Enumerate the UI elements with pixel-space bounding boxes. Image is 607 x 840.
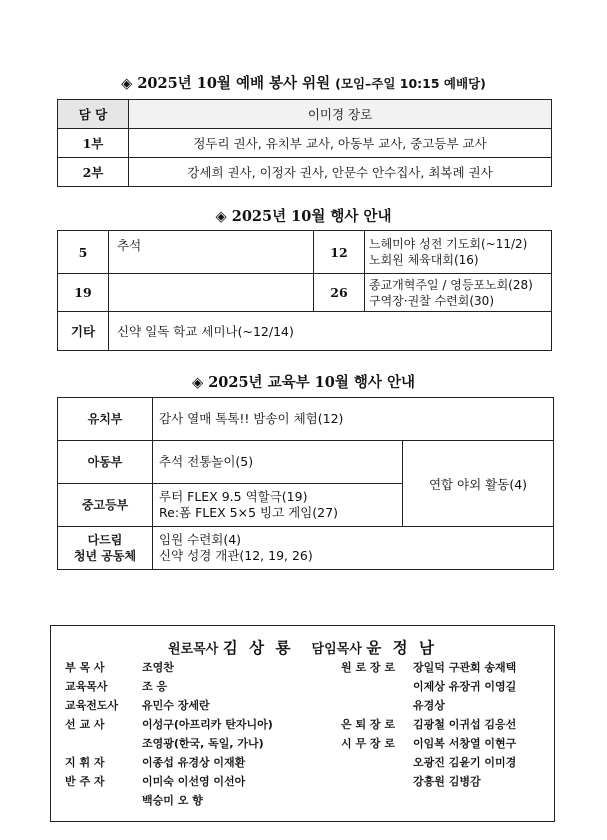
education-text: 감사 열매 톡톡!! 밤송이 체험(12) xyxy=(153,398,554,441)
table-row xyxy=(58,398,554,441)
staff-role: 교육전도사 xyxy=(65,699,119,712)
table-row xyxy=(58,100,552,129)
worship-table xyxy=(57,99,552,187)
education-text xyxy=(153,527,554,570)
staff-heading xyxy=(51,636,554,658)
staff-role: 지 휘 자 xyxy=(65,756,105,769)
staff-names: 조 응 xyxy=(142,680,168,693)
worship-row-label: 1부 xyxy=(58,129,129,158)
staff-role: 선 교 사 xyxy=(65,718,105,731)
worship-row-value: 강세희 권사, 이정자 권사, 안문수 안수집사, 최복례 권사 xyxy=(129,158,552,187)
table-row xyxy=(58,274,552,312)
education-text xyxy=(153,484,403,527)
event-text xyxy=(365,274,552,312)
staff-names: 유민수 장세란 xyxy=(142,699,210,712)
education-dept xyxy=(58,527,153,570)
staff-names: 이성구(아프리카 탄자니아) xyxy=(142,718,273,731)
education-line: 신약 성경 개관(12, 19, 26) xyxy=(159,548,313,563)
event-line: 종교개혁주일 / 영등포노회(28) xyxy=(369,277,533,292)
staff-role: 원 로 장 로 xyxy=(341,661,395,674)
senior-pastor-name: 김 상 룡 xyxy=(222,639,294,657)
education-line: 임원 수련회(4) xyxy=(159,532,242,547)
education-line: Re:폼 FLEX 5×5 빙고 게임(27) xyxy=(159,505,338,520)
staff-names: 유경상 xyxy=(413,699,445,712)
education-dept: 아동부 xyxy=(58,441,153,484)
event-day: 26 xyxy=(314,274,365,312)
education-dept: 중고등부 xyxy=(58,484,153,527)
staff-names: 장일덕 구관회 송재택 xyxy=(413,661,517,674)
education-title: ◈ 2025년 교육부 10월 행사 안내 xyxy=(192,374,415,391)
head-pastor-name: 윤 정 남 xyxy=(366,639,438,657)
staff-role: 시 무 장 로 xyxy=(341,737,395,750)
table-row xyxy=(58,441,554,484)
staff-names: 이제상 유장귀 이영길 xyxy=(413,680,517,693)
senior-pastor-label: 원로목사 xyxy=(167,642,219,657)
events-table xyxy=(57,230,552,351)
events-title: ◈ 2025년 10월 행사 안내 xyxy=(215,208,392,225)
staff-names: 백승미 오 향 xyxy=(142,794,203,807)
staff-box xyxy=(50,625,555,822)
table-row xyxy=(58,527,554,570)
table-row xyxy=(58,129,552,158)
table-row xyxy=(58,231,552,274)
worship-title xyxy=(0,72,607,93)
staff-names: 이임복 서창열 이현구 xyxy=(413,737,517,750)
event-day: 19 xyxy=(58,274,109,312)
education-dept: 유치부 xyxy=(58,398,153,441)
worship-row-value: 정두리 권사, 유치부 교사, 아동부 교사, 중고등부 교사 xyxy=(129,129,552,158)
staff-names: 오광진 김윤기 이미경 xyxy=(413,756,517,769)
event-line: 구역장·권찰 수련회(30) xyxy=(369,293,494,308)
education-line: 루터 FLEX 9.5 역할극(19) xyxy=(159,489,308,504)
worship-row-label: 2부 xyxy=(58,158,129,187)
education-dept-line: 다드림 xyxy=(87,533,123,547)
staff-role: 부 목 사 xyxy=(65,661,105,674)
worship-header-value: 이미경 장로 xyxy=(129,100,552,129)
event-line: 느헤미야 성전 기도회(~11/2) xyxy=(369,237,528,251)
event-etc-label: 기타 xyxy=(58,312,109,351)
education-table xyxy=(57,397,554,570)
staff-names: 이미숙 이선영 이선아 xyxy=(142,775,246,788)
event-day: 12 xyxy=(314,231,365,274)
staff-role: 반 주 자 xyxy=(65,775,105,788)
event-text xyxy=(109,274,314,312)
event-text: 추석 xyxy=(109,231,314,274)
staff-names: 조영찬 xyxy=(142,661,174,674)
worship-subtitle: (모임–주일 10:15 예배당) xyxy=(335,76,486,91)
education-merged: 연합 야외 활동(4) xyxy=(403,441,554,527)
event-etc-text: 신약 일독 학교 세미나(~12/14) xyxy=(109,312,552,351)
staff-role: 교육목사 xyxy=(65,680,108,693)
education-dept-line: 청년 공동체 xyxy=(73,549,137,563)
worship-header-label: 담 당 xyxy=(58,100,129,129)
table-row xyxy=(58,158,552,187)
worship-title-text: ◈ 2025년 10월 예배 봉사 위원 xyxy=(121,75,331,92)
education-text: 추석 전통놀이(5) xyxy=(153,441,403,484)
event-text xyxy=(365,231,552,274)
event-day: 5 xyxy=(58,231,109,274)
head-pastor-label: 담임목사 xyxy=(311,642,362,657)
staff-names: 이종섭 유경상 이재환 xyxy=(142,756,246,769)
staff-role: 은 퇴 장 로 xyxy=(341,718,395,731)
event-line: 노회원 체육대회(16) xyxy=(369,253,479,267)
staff-names: 강흥원 김병감 xyxy=(413,775,481,788)
table-row xyxy=(58,312,552,351)
staff-names: 조영광(한국, 독일, 가나) xyxy=(142,737,264,750)
staff-names: 김광철 이귀섭 김응선 xyxy=(413,718,517,731)
